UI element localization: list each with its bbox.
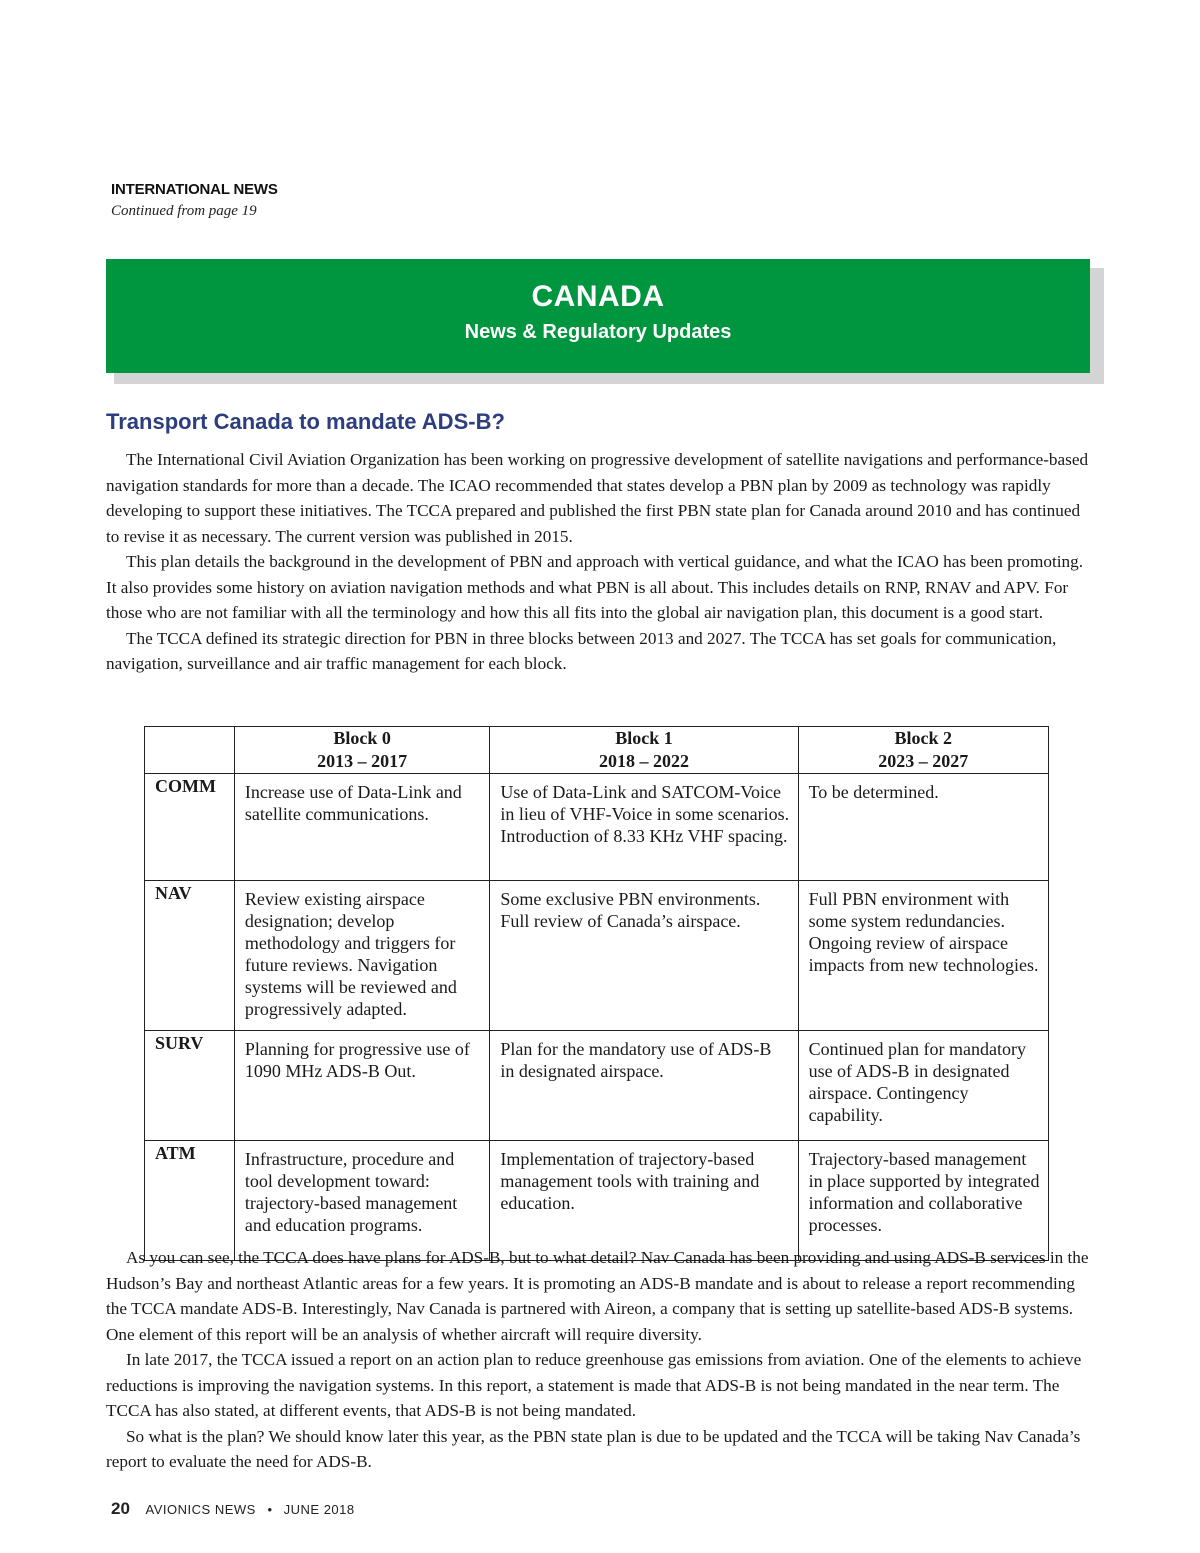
publication-name: AVIONICS NEWS <box>145 1502 256 1517</box>
table-cell: Trajectory-based management in place supported by integrated information and collaborative processes. <box>798 1141 1048 1261</box>
issue-date: JUNE 2018 <box>283 1502 355 1517</box>
section-label: INTERNATIONAL NEWS <box>111 181 278 198</box>
page-footer <box>111 1499 355 1519</box>
row-label-comm: COMM <box>145 774 235 881</box>
table-corner-cell <box>145 727 235 774</box>
block-label: Block 0 <box>333 728 391 748</box>
page-number: 20 <box>111 1499 130 1518</box>
table-row <box>145 774 1049 881</box>
section-banner <box>106 259 1090 373</box>
article-headline: Transport Canada to mandate ADS-B? <box>106 409 505 434</box>
table-cell: Continued plan for mandatory use of ADS-B in designated airspace. Contingency capability. <box>798 1031 1048 1141</box>
paragraph: This plan details the background in the development of PBN and approach with vertical guidance, and what the ICAO has been promoting. It also provides some history on aviation navigation methods and what PBN is all about. This includes details on RNP, RNAV and APV. For those who are not familiar with all the terminology and how this all fits into the global air navigation plan, this document is a good start. <box>106 552 1083 622</box>
table-cell: Planning for progressive use of 1090 MHz ADS-B Out. <box>234 1031 489 1141</box>
table-cell: Increase use of Data-Link and satellite communications. <box>234 774 489 881</box>
table-cell: Use of Data-Link and SATCOM-Voice in lieu of VHF-Voice in some scenarios. Introduction of 8.33 KHz VHF spacing. <box>490 774 798 881</box>
article-body-top <box>106 447 1096 677</box>
table-cell: Review existing airspace designation; develop methodology and triggers for future reviews. Navigation systems will be reviewed and progressively adapted. <box>234 881 489 1031</box>
block-label: Block 1 <box>615 728 673 748</box>
table-cell: Implementation of trajectory-based management tools with training and education. <box>490 1141 798 1261</box>
paragraph: So what is the plan? We should know later this year, as the PBN state plan is due to be updated and the TCCA will be taking Nav Canada’s report to evaluate the need for ADS-B. <box>106 1426 1081 1471</box>
row-label-surv: SURV <box>145 1031 235 1141</box>
continued-note: Continued from page 19 <box>111 203 257 219</box>
table-row <box>145 1031 1049 1141</box>
article-body-bottom <box>106 1245 1096 1475</box>
banner-subtitle: News & Regulatory Updates <box>464 321 732 343</box>
table-cell: To be determined. <box>798 774 1048 881</box>
paragraph: The International Civil Aviation Organization has been working on progressive development of satellite navigations and performance-based navigation standards for more than a decade. The ICAO recommended that states develop a PBN plan by 2009 as technology was rapidly developing to support these initiatives. The TCCA prepared and published the first PBN state plan for Canada around 2010 and has continued to revise it as necessary. The current version was published in 2015. <box>106 450 1089 546</box>
table-cell: Full PBN environment with some system redundancies. Ongoing review of airspace impacts from new technologies. <box>798 881 1048 1031</box>
row-label-atm: ATM <box>145 1141 235 1261</box>
paragraph: The TCCA defined its strategic direction for PBN in three blocks between 2013 and 2027. The TCCA has set goals for communication, navigation, surveillance and air traffic management for each block. <box>106 628 1057 673</box>
block-years: 2018 – 2022 <box>598 751 689 771</box>
footer-separator: • <box>267 1502 273 1517</box>
table-row <box>145 1141 1049 1261</box>
paragraph: In late 2017, the TCCA issued a report on an action plan to reduce greenhouse gas emissions from aviation. One of the elements to achieve reductions is improving the navigation systems. In this report, a statement is made that ADS-B is not being mandated in the near term. The TCCA has also stated, at different events, that ADS-B is not being mandated. <box>106 1350 1082 1420</box>
table-header-row <box>145 727 1049 774</box>
table-row <box>145 881 1049 1031</box>
table-cell: Some exclusive PBN environments. Full review of Canada’s airspace. <box>490 881 798 1031</box>
table-cell: Infrastructure, procedure and tool development toward: trajectory-based management and education programs. <box>234 1141 489 1261</box>
pbn-blocks-table <box>144 726 1049 1261</box>
paragraph: As you can see, the TCCA does have plans for ADS-B, but to what detail? Nav Canada has been providing and using ADS-B services in the Hudson’s Bay and northeast Atlantic areas for a few years. It is promoting an ADS-B mandate and is about to release a report recommending the TCCA mandate ADS-B. Interestingly, Nav Canada is partnered with Aireon, a company that is setting up satellite-based ADS-B systems. One element of this report will be an analysis of whether aircraft will require diversity. <box>106 1248 1089 1344</box>
block-years: 2013 – 2017 <box>317 751 408 771</box>
block-years: 2023 – 2027 <box>878 751 969 771</box>
table-header-block-0 <box>234 727 489 774</box>
table-header-block-1 <box>490 727 798 774</box>
table-cell: Plan for the mandatory use of ADS-B in designated airspace. <box>490 1031 798 1141</box>
row-label-nav: NAV <box>145 881 235 1031</box>
block-label: Block 2 <box>894 728 953 748</box>
table-header-block-2 <box>798 727 1048 774</box>
banner-title: CANADA <box>531 280 665 313</box>
